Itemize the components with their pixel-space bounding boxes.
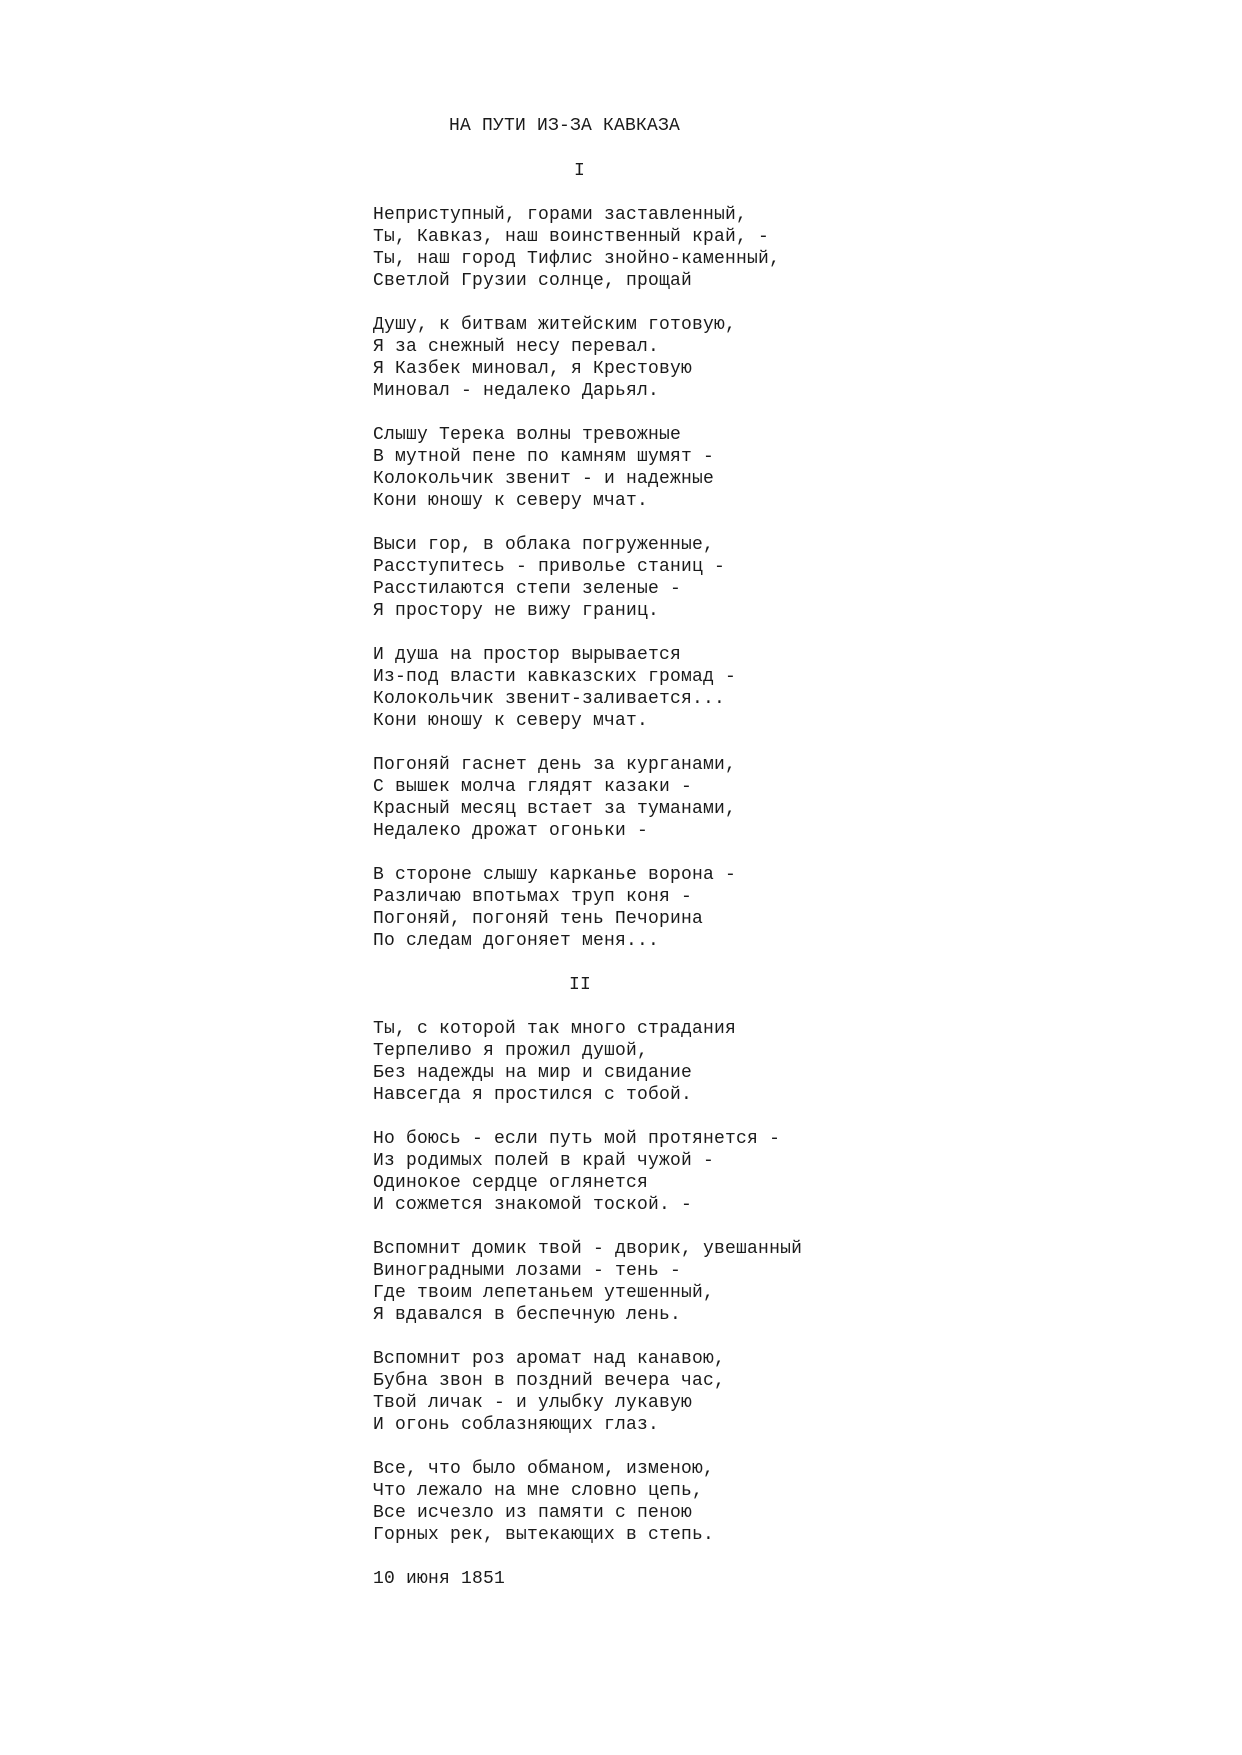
verse-line: Твой личак - и улыбку лукавую	[373, 1393, 693, 1413]
blank-line	[373, 622, 802, 644]
verse-line: И душа на простор вырывается	[373, 645, 682, 665]
verse-line: Вспомнит домик твой - дворик, увешанный	[373, 1239, 803, 1259]
verse-line: Но боюсь - если путь мой протянется -	[373, 1129, 781, 1149]
verse-line: Я за снежный несу перевал.	[373, 337, 660, 357]
blank-line	[373, 1216, 802, 1238]
verse-line: Из родимых полей в край чужой -	[373, 1151, 715, 1171]
verse-line: Кони юношу к северу мчат.	[373, 491, 649, 511]
stanza	[373, 1458, 802, 1546]
stanza	[373, 1348, 802, 1436]
blank-line	[373, 1326, 802, 1348]
verse-line: Светлой Грузии солнце, прощай	[373, 271, 693, 291]
stanza	[373, 424, 802, 512]
verse-line: Одинокое сердце оглянется	[373, 1173, 649, 1193]
stanza	[373, 204, 802, 292]
verse-line: Без надежды на мир и свидание	[373, 1063, 693, 1083]
verse-line: Расступитесь - приволье станиц -	[373, 557, 726, 577]
blank-line	[373, 952, 802, 974]
blank-line	[373, 1436, 802, 1458]
poem-body	[373, 160, 802, 1590]
stanza	[373, 1018, 802, 1106]
verse-line: Ты, наш город Тифлис знойно-каменный,	[373, 249, 781, 269]
verse-line: Терпеливо я прожил душой,	[373, 1041, 649, 1061]
verse-line: Вспомнит роз аромат над канавою,	[373, 1349, 726, 1369]
stanza	[373, 864, 802, 952]
verse-line: Бубна звон в поздний вечера час,	[373, 1371, 726, 1391]
verse-line: И огонь соблазняющих глаз.	[373, 1415, 660, 1435]
section-numeral: I	[574, 161, 586, 181]
blank-line	[373, 732, 802, 754]
verse-line: Ты, с которой так много страдания	[373, 1019, 737, 1039]
blank-line	[373, 402, 802, 424]
verse-line: С вышек молча глядят казаки -	[373, 777, 693, 797]
verse-line: И сожмется знакомой тоской. -	[373, 1195, 693, 1215]
verse-line: Все, что было обманом, изменою,	[373, 1459, 715, 1479]
verse-line: Виноградными лозами - тень -	[373, 1261, 682, 1281]
verse-line: Неприступный, горами заставленный,	[373, 205, 748, 225]
stanza	[373, 314, 802, 402]
verse-line: Погоняй гаснет день за курганами,	[373, 755, 737, 775]
verse-line: Из-под власти кавказских громад -	[373, 667, 737, 687]
stanza	[373, 1238, 802, 1326]
poem-date: 10 июня 1851	[373, 1569, 506, 1589]
verse-line: Миновал - недалеко Дарьял.	[373, 381, 660, 401]
stanza	[373, 1128, 802, 1216]
poem-title: НА ПУТИ ИЗ-ЗА КАВКАЗА	[449, 116, 681, 136]
verse-line: Слышу Терека волны тревожные	[373, 425, 682, 445]
blank-line	[373, 182, 802, 204]
blank-line	[373, 292, 802, 314]
verse-line: Красный месяц встает за туманами,	[373, 799, 737, 819]
section-numeral: II	[569, 975, 592, 995]
blank-line	[373, 842, 802, 864]
blank-line	[373, 512, 802, 534]
verse-line: Я простору не вижу границ.	[373, 601, 660, 621]
verse-line: В мутной пене по камням шумят -	[373, 447, 715, 467]
verse-line: Навсегда я простился с тобой.	[373, 1085, 693, 1105]
verse-line: Где твоим лепетаньем утешенный,	[373, 1283, 715, 1303]
verse-line: Колокольчик звенит - и надежные	[373, 469, 715, 489]
verse-line: Недалеко дрожат огоньки -	[373, 821, 649, 841]
verse-line: По следам догоняет меня...	[373, 931, 660, 951]
verse-line: Расстилаются степи зеленые -	[373, 579, 682, 599]
verse-line: Душу, к битвам житейским готовую,	[373, 315, 737, 335]
verse-line: Колокольчик звенит-заливается...	[373, 689, 726, 709]
verse-line: Горных рек, вытекающих в степь.	[373, 1525, 715, 1545]
stanza	[373, 534, 802, 622]
stanza	[373, 754, 802, 842]
verse-line: В стороне слышу карканье ворона -	[373, 865, 737, 885]
blank-line	[373, 996, 802, 1018]
verse-line: Я вдавался в беспечную лень.	[373, 1305, 682, 1325]
blank-line	[373, 1546, 802, 1568]
blank-line	[373, 1106, 802, 1128]
verse-line: Что лежало на мне словно цепь,	[373, 1481, 704, 1501]
stanza	[373, 644, 802, 732]
verse-line: Различаю впотьмах труп коня -	[373, 887, 693, 907]
verse-line: Все исчезло из памяти с пеною	[373, 1503, 693, 1523]
verse-line: Кони юношу к северу мчат.	[373, 711, 649, 731]
verse-line: Выси гор, в облака погруженные,	[373, 535, 715, 555]
verse-line: Я Казбек миновал, я Крестовую	[373, 359, 693, 379]
verse-line: Ты, Кавказ, наш воинственный край, -	[373, 227, 770, 247]
verse-line: Погоняй, погоняй тень Печорина	[373, 909, 704, 929]
